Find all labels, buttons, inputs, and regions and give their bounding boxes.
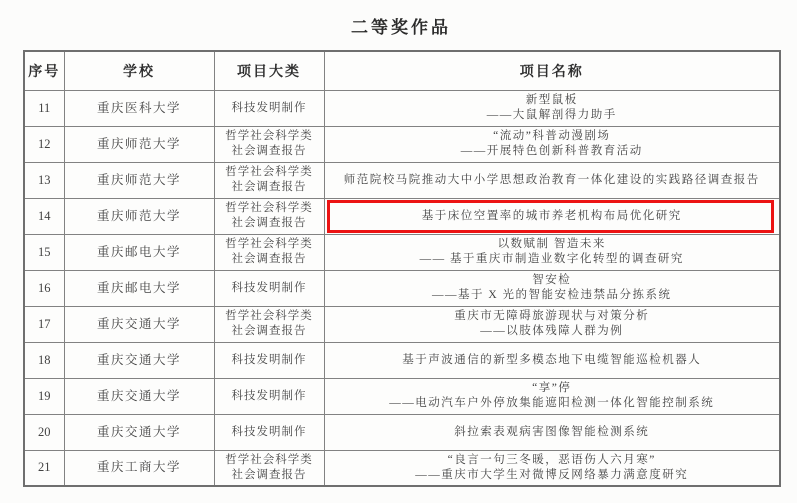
serial-cell: 15 bbox=[24, 234, 64, 270]
category-cell bbox=[214, 414, 324, 450]
category-line: 科技发明制作 bbox=[231, 101, 307, 114]
serial-cell: 13 bbox=[24, 162, 64, 198]
category-line: 哲学社会科学类 bbox=[225, 166, 313, 178]
school-cell: 重庆工商大学 bbox=[64, 450, 214, 486]
project-name-line: 重庆市无障碍旅游现状与对策分析 bbox=[454, 310, 650, 322]
table-row bbox=[24, 126, 780, 162]
table-row bbox=[24, 270, 780, 306]
project-name-cell bbox=[324, 450, 780, 486]
header-row bbox=[24, 51, 780, 90]
table-row bbox=[24, 234, 780, 270]
table-row bbox=[24, 306, 780, 342]
category-line: 科技发明制作 bbox=[231, 425, 307, 438]
table-row bbox=[24, 342, 780, 378]
project-name-line: 智安检 bbox=[532, 274, 572, 286]
project-name-line: ——基于 X 光的智能安检违禁品分拣系统 bbox=[431, 289, 672, 301]
category-line: 科技发明制作 bbox=[231, 353, 307, 366]
header-cell: 序号 bbox=[24, 51, 64, 90]
project-name-line: “享”停 bbox=[532, 382, 572, 394]
school-cell: 重庆交通大学 bbox=[64, 342, 214, 378]
category-line: 哲学社会科学类 bbox=[225, 453, 313, 466]
category-cell bbox=[214, 342, 324, 378]
school-cell: 重庆师范大学 bbox=[64, 162, 214, 198]
school-cell: 重庆医科大学 bbox=[64, 90, 214, 126]
project-name-line: 基于声波通信的新型多模态地下电缆智能巡检机器人 bbox=[402, 353, 702, 366]
category-line: 哲学社会科学类 bbox=[225, 202, 313, 214]
header-cell: 项目大类 bbox=[214, 51, 324, 90]
category-line: 社会调查报告 bbox=[231, 145, 307, 157]
school-cell: 重庆邮电大学 bbox=[64, 234, 214, 270]
header-cell: 项目名称 bbox=[324, 51, 780, 90]
project-name-line: ——重庆市大学生对微博反网络暴力满意度研究 bbox=[415, 468, 689, 481]
category-cell bbox=[214, 306, 324, 342]
project-name-cell bbox=[324, 342, 780, 378]
project-name-cell bbox=[324, 306, 780, 342]
project-name-line: ——以肢体残障人群为例 bbox=[480, 325, 624, 337]
serial-cell: 11 bbox=[24, 90, 64, 126]
project-name-line: 以数赋制 智造未来 bbox=[497, 238, 606, 250]
project-name-cell bbox=[324, 126, 780, 162]
project-name-line: 师范院校马院推动大中小学思想政治教育一体化建设的实践路径调查报告 bbox=[343, 173, 760, 186]
serial-cell: 17 bbox=[24, 306, 64, 342]
category-line: 社会调查报告 bbox=[231, 217, 307, 229]
project-name-cell bbox=[324, 378, 780, 414]
table-body bbox=[24, 90, 780, 486]
project-name-line: ——电动汽车户外停放集能遮阳检测一体化智能控制系统 bbox=[389, 397, 715, 409]
serial-cell: 14 bbox=[24, 198, 64, 234]
project-name-line: “流动”科普动漫剧场 bbox=[493, 130, 611, 142]
serial-cell: 18 bbox=[24, 342, 64, 378]
table-row bbox=[24, 414, 780, 450]
project-name-cell bbox=[324, 162, 780, 198]
category-line: 社会调查报告 bbox=[231, 468, 307, 481]
project-name-line: 新型鼠板 bbox=[525, 94, 578, 106]
project-name-line: ——大鼠解剖得力助手 bbox=[486, 109, 617, 121]
category-cell bbox=[214, 378, 324, 414]
school-cell: 重庆交通大学 bbox=[64, 414, 214, 450]
project-name-cell bbox=[324, 234, 780, 270]
table-row bbox=[24, 198, 780, 234]
serial-cell: 21 bbox=[24, 450, 64, 486]
project-name-cell bbox=[324, 90, 780, 126]
serial-cell: 19 bbox=[24, 378, 64, 414]
table-row bbox=[24, 90, 780, 126]
school-cell: 重庆师范大学 bbox=[64, 126, 214, 162]
page-title: 二等奖作品 bbox=[351, 18, 451, 37]
category-cell bbox=[214, 234, 324, 270]
serial-cell: 16 bbox=[24, 270, 64, 306]
table-row bbox=[24, 378, 780, 414]
serial-cell: 20 bbox=[24, 414, 64, 450]
category-cell bbox=[214, 162, 324, 198]
project-name-cell bbox=[324, 414, 780, 450]
school-cell: 重庆交通大学 bbox=[64, 378, 214, 414]
award-table bbox=[23, 50, 781, 487]
category-cell bbox=[214, 90, 324, 126]
category-line: 社会调查报告 bbox=[231, 181, 307, 193]
school-cell: 重庆交通大学 bbox=[64, 306, 214, 342]
project-name-line: —— 基于重庆市制造业数字化转型的调查研究 bbox=[419, 253, 684, 265]
category-line: 社会调查报告 bbox=[231, 325, 307, 337]
category-line: 科技发明制作 bbox=[231, 281, 307, 294]
header-cell: 学校 bbox=[64, 51, 214, 90]
category-line: 哲学社会科学类 bbox=[225, 130, 313, 142]
category-cell bbox=[214, 270, 324, 306]
serial-cell: 12 bbox=[24, 126, 64, 162]
category-cell bbox=[214, 126, 324, 162]
school-cell: 重庆师范大学 bbox=[64, 198, 214, 234]
table-row bbox=[24, 162, 780, 198]
project-name-line: “良言一句三冬暖，恶语伤人六月寒” bbox=[447, 453, 656, 466]
school-cell: 重庆邮电大学 bbox=[64, 270, 214, 306]
project-name-cell bbox=[324, 198, 780, 234]
category-cell bbox=[214, 198, 324, 234]
project-name-line: 基于床位空置率的城市养老机构布局优化研究 bbox=[421, 209, 682, 222]
category-line: 哲学社会科学类 bbox=[225, 310, 313, 322]
category-line: 社会调查报告 bbox=[231, 253, 307, 265]
table-row bbox=[24, 450, 780, 486]
project-name-line: ——开展特色创新科普教育活动 bbox=[460, 145, 643, 157]
category-cell bbox=[214, 450, 324, 486]
project-name-line: 斜拉索表观病害图像智能检测系统 bbox=[454, 425, 650, 438]
category-line: 科技发明制作 bbox=[231, 389, 307, 402]
category-line: 哲学社会科学类 bbox=[225, 238, 313, 250]
project-name-cell bbox=[324, 270, 780, 306]
